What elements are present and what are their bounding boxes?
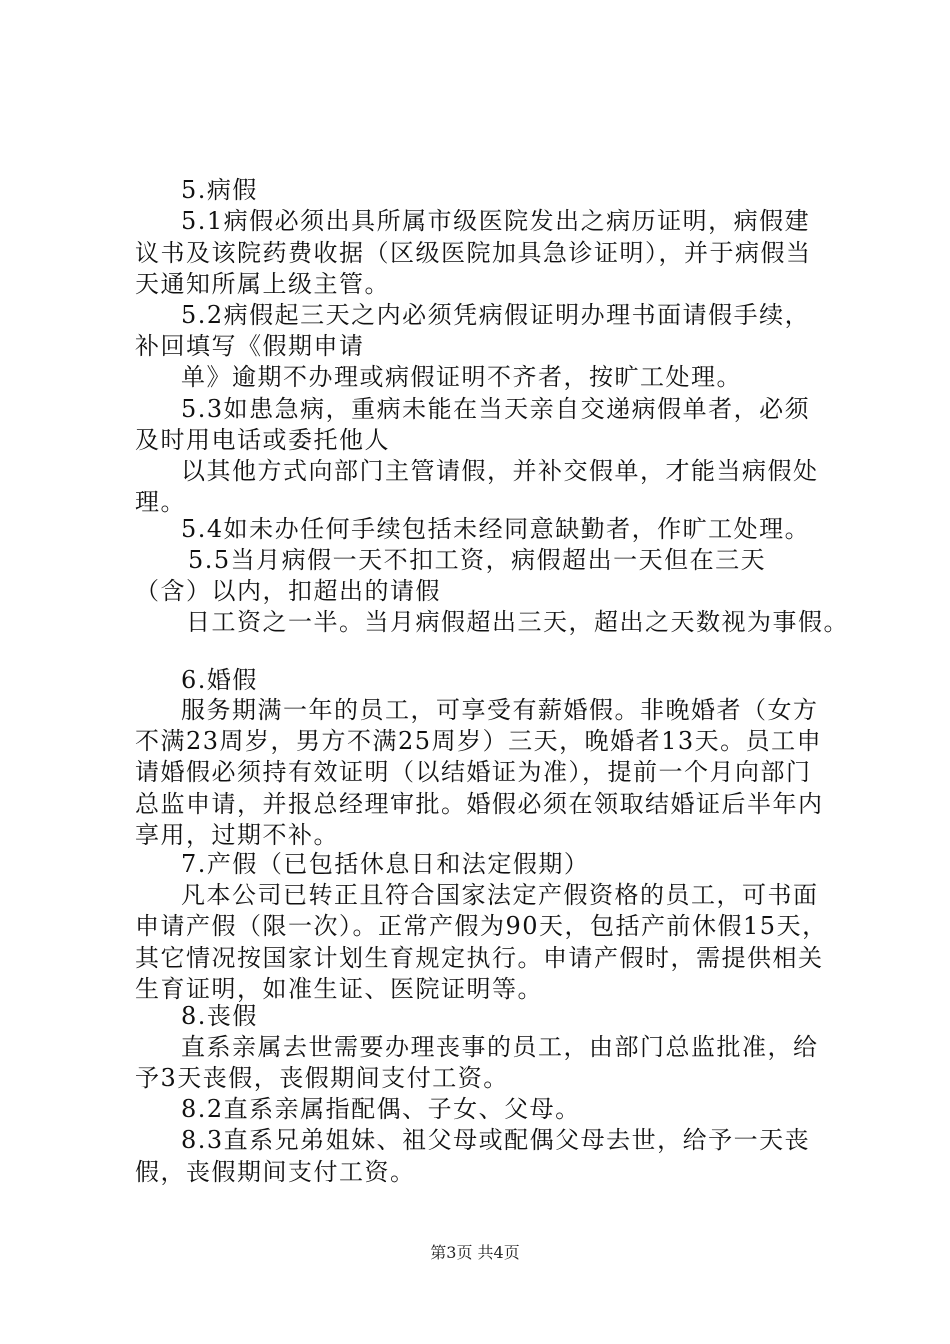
paragraph-line: 予3天丧假，丧假期间支付工资。 (135, 1064, 509, 1092)
paragraph-line: 8.2直系亲属指配偶、子女、父母。 (181, 1095, 581, 1123)
paragraph-line: 及时用电话或委托他人 (135, 426, 390, 454)
paragraph-line: 直系亲属去世需要办理丧事的员工，由部门总监批准，给 (181, 1033, 819, 1061)
paragraph-line: 理。 (135, 488, 186, 516)
paragraph-line: 天通知所属上级主管。 (135, 270, 390, 298)
paragraph-line: 请婚假必须持有效证明（以结婚证为准），提前一个月向部门 (135, 758, 812, 786)
paragraph-line: 5.4如未办任何手续包括未经同意缺勤者，作旷工处理。 (181, 515, 811, 543)
page-number-footer: 第3页 共4页 (430, 1243, 520, 1262)
paragraph-line: 8.3直系兄弟姐妹、祖父母或配偶父母去世，给予一天丧 (181, 1126, 811, 1154)
paragraph-line: 日工资之一半。当月病假超出三天，超出之天数视为事假。 (186, 608, 849, 636)
paragraph-line: 假，丧假期间支付工资。 (135, 1158, 416, 1186)
paragraph-line: 服务期满一年的员工，可享受有薪婚假。非晚婚者（女方 (181, 696, 819, 724)
paragraph-line: 单》逾期不办理或病假证明不齐者，按旷工处理。 (181, 363, 742, 391)
paragraph-line: 不满23周岁，男方不满25周岁）三天，晚婚者13天。员工申 (135, 727, 823, 755)
paragraph-line: 生育证明，如准生证、医院证明等。 (135, 975, 543, 1003)
heading-bereavement-leave: 8.丧假 (181, 1002, 258, 1030)
paragraph-line: 补回填写《假期申请 (135, 332, 365, 360)
heading-maternity-leave: 7.产假（已包括休息日和法定假期） (181, 850, 590, 878)
paragraph-line: 申请产假（限一次）。正常产假为90天，包括产前休假15天， (135, 912, 828, 940)
paragraph-line: （含）以内，扣超出的请假 (135, 577, 441, 605)
heading-marriage-leave: 6.婚假 (181, 666, 258, 694)
paragraph-line: 总监申请，并报总经理审批。婚假必须在领取结婚证后半年内 (135, 790, 824, 818)
paragraph-line: 5.1病假必须出具所属市级医院发出之病历证明，病假建 (181, 207, 811, 235)
paragraph-line: 议书及该院药费收据（区级医院加具急诊证明），并于病假当 (135, 239, 812, 267)
heading-sick-leave: 5.病假 (181, 176, 258, 204)
paragraph-line: 以其他方式向部门主管请假，并补交假单，才能当病假处 (181, 457, 819, 485)
paragraph-line: 5.3如患急病，重病未能在当天亲自交递病假单者，必须 (181, 395, 811, 423)
paragraph-line: 5.5当月病假一天不扣工资，病假超出一天但在三天 (188, 546, 767, 574)
paragraph-line: 享用，过期不补。 (135, 821, 339, 849)
paragraph-line: 其它情况按国家计划生育规定执行。申请产假时，需提供相关 (135, 944, 824, 972)
paragraph-line: 凡本公司已转正且符合国家法定产假资格的员工，可书面 (181, 881, 819, 909)
paragraph-line: 5.2病假起三天之内必须凭病假证明办理书面请假手续， (181, 301, 811, 329)
